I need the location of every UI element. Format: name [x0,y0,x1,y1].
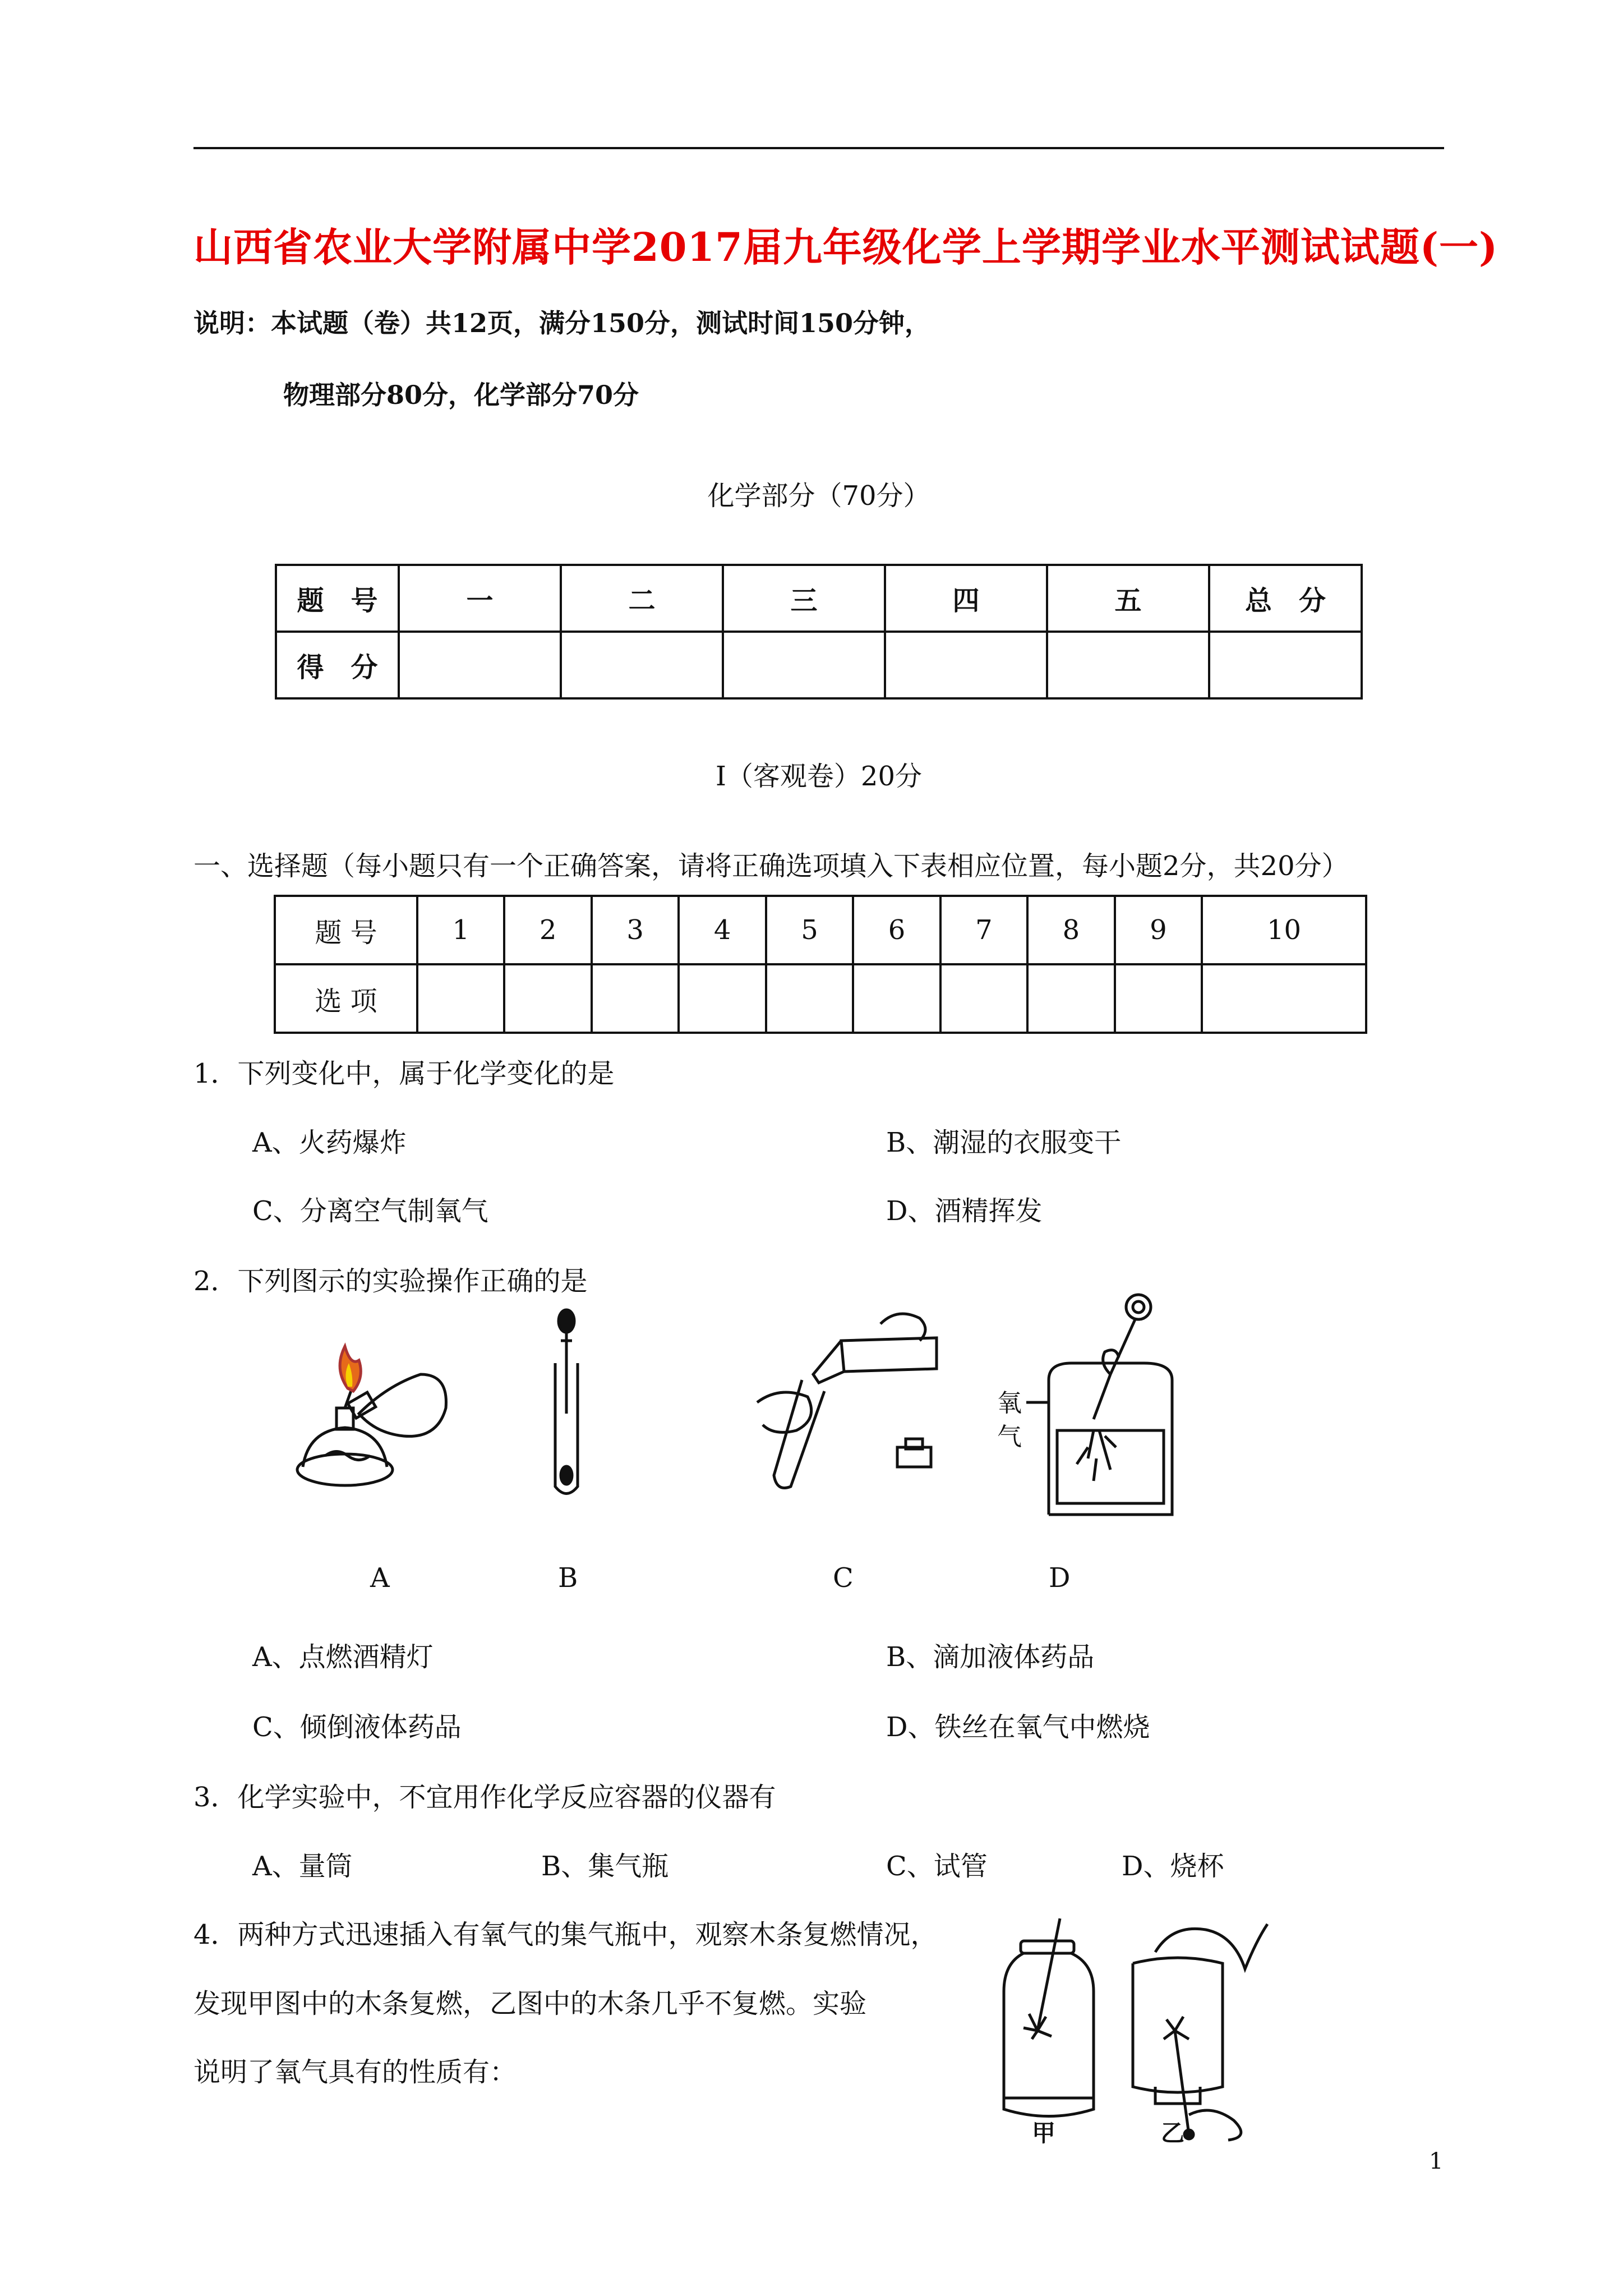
q2-option-d: D、铁丝在氧气中燃烧 [886,1711,1150,1743]
answer-cell[interactable] [766,964,853,1033]
q3-option-b: B、集气瓶 [541,1851,669,1882]
answer-cell[interactable] [1115,964,1202,1033]
score-table-header-row [276,565,1362,632]
top-rule [193,147,1444,149]
oxygen-label-1: 氧 [997,1389,1022,1418]
score-cell[interactable] [1209,632,1362,698]
answer-table-choice-row [275,964,1366,1033]
q1-option-c: C、分离空气制氧气 [252,1195,488,1227]
figure-label-d: D [1049,1562,1071,1594]
q4-line-1: 4．两种方式迅速插入有氧气的集气瓶中，观察木条复燃情况， [193,1919,938,1950]
q2-option-b: B、滴加液体药品 [886,1641,1095,1673]
pouring-liquid-figure [751,1307,965,1509]
score-row-label: 得 分 [276,632,399,698]
question-number-cell: 3 [592,896,679,964]
answer-cell[interactable] [417,964,504,1033]
score-header-cell: 一 [399,565,561,632]
q2-option-c: C、倾倒液体药品 [252,1711,462,1743]
question-number-cell: 6 [853,896,940,964]
figure-label-a: A [370,1562,390,1594]
answer-cell[interactable] [1202,964,1366,1033]
q2-stem: 2．下列图示的实验操作正确的是 [193,1266,588,1297]
score-table [275,564,1363,700]
figure-label-b: B [558,1562,578,1594]
answer-cell[interactable] [504,964,591,1033]
figure-label-yi: 乙 [1161,2119,1185,2147]
q4-line-3: 说明了氧气具有的性质有： [193,2056,517,2088]
page-number: 1 [1429,2148,1444,2174]
dropper-test-tube-figure [538,1307,594,1503]
page-title: 山西省农业大学附属中学2017届九年级化学上学期学业水平测试试题(一) [193,224,1498,270]
figure-label-c: C [833,1562,854,1594]
score-header-cell: 二 [561,565,723,632]
note-line-2: 物理部分80分，化学部分70分 [283,380,639,410]
q1-option-b: B、潮湿的衣服变干 [886,1127,1122,1158]
score-cell[interactable] [885,632,1047,698]
score-header-cell: 四 [885,565,1047,632]
q3-option-d: D、烧杯 [1122,1851,1224,1882]
note-line-1: 说明：本试题（卷）共12页，满分150分，测试时间150分钟， [193,308,931,338]
score-header-cell: 题 号 [276,565,399,632]
iron-wire-oxygen-figure [1026,1290,1189,1515]
score-table-score-row [276,632,1362,698]
q2-option-a: A、点燃酒精灯 [252,1641,434,1673]
answer-cell[interactable] [940,964,1027,1033]
oxygen-label-2: 气 [997,1423,1022,1451]
part-title: Ⅰ（客观卷）20分 [715,761,923,792]
score-cell[interactable] [723,632,885,698]
answer-table-number-row [275,896,1366,964]
question-number-cell: 10 [1202,896,1366,964]
figure-label-jia: 甲 [1032,2119,1056,2147]
score-cell[interactable] [1047,632,1209,698]
question-number-cell: 9 [1115,896,1202,964]
q1-option-a: A、火药爆炸 [252,1127,407,1158]
score-header-cell: 五 [1047,565,1209,632]
score-cell[interactable] [399,632,561,698]
score-header-cell: 总 分 [1209,565,1362,632]
inverted-bottle-splint-figure [1122,1918,1290,2143]
answer-header-label: 题 号 [275,896,417,964]
alcohol-lamp-figure [292,1335,460,1498]
q1-stem: 1．下列变化中，属于化学变化的是 [193,1058,615,1089]
q3-option-a: A、量筒 [252,1851,353,1882]
question-number-cell: 2 [504,896,591,964]
question-number-cell: 4 [679,896,766,964]
answer-cell[interactable] [592,964,679,1033]
question-number-cell: 7 [940,896,1027,964]
answer-cell[interactable] [1027,964,1114,1033]
question-number-cell: 1 [417,896,504,964]
score-cell[interactable] [561,632,723,698]
answer-row-label: 选 项 [275,964,417,1033]
q3-stem: 3．化学实验中，不宜用作化学反应容器的仪器有 [193,1782,776,1813]
answer-cell[interactable] [679,964,766,1033]
score-header-cell: 三 [723,565,885,632]
q1-option-d: D、酒精挥发 [886,1195,1043,1227]
section-title: 化学部分（70分） [707,480,930,512]
upright-bottle-splint-figure [998,1918,1099,2126]
answer-table [274,895,1367,1034]
section1-heading: 一、选择题（每小题只有一个正确答案，请将正确选项填入下表相应位置，每小题2分，共20分） [193,850,1349,882]
question-number-cell: 5 [766,896,853,964]
q4-line-2: 发现甲图中的木条复燃，乙图中的木条几乎不复燃。实验 [193,1988,867,2019]
answer-cell[interactable] [853,964,940,1033]
q3-option-c: C、试管 [886,1851,988,1882]
question-number-cell: 8 [1027,896,1114,964]
